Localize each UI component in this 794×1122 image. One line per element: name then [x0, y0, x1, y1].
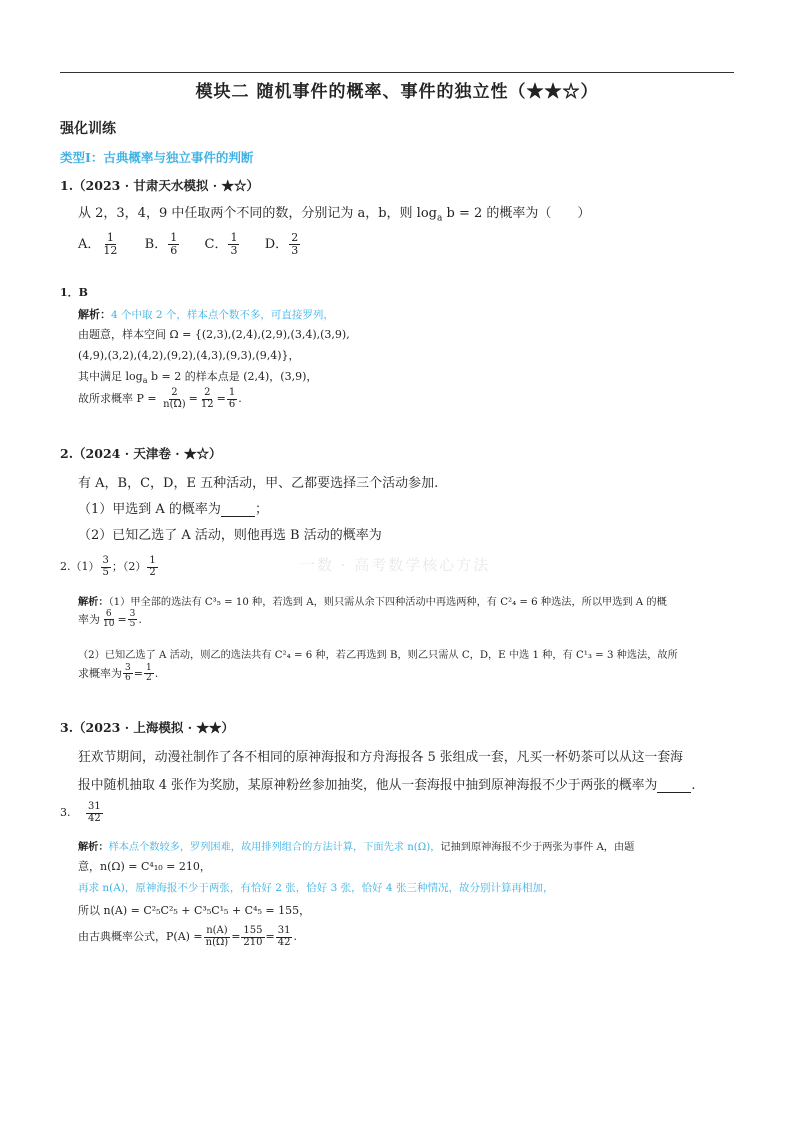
q3-stem-line1: 狂欢节期间，动漫社制作了各不相同的原神海报和方舟海报各 5 张组成一套，凡买一杯奶茶可以从这一套海	[78, 750, 683, 765]
q2-sub1: （1）甲选到 A 的概率为 ；	[78, 502, 268, 517]
header-rule	[60, 72, 734, 73]
q1-stem-text: 从 2，3，4，9 中任取两个不同的数，分别记为 a，b，则 log	[78, 206, 437, 221]
q2-line2: 率为 $\frac{6}{10}$ = $\frac{3}{5}$ .	[78, 609, 142, 630]
page-title: 模块二 随机事件的概率、事件的独立性（★★☆）	[195, 82, 599, 102]
q3-line4: 由古典概率公式，P(A) = $\frac{n(A)}{n(\Omega)}$ = $\frac{155}{210}$ = $\frac{31}{42}$ .	[78, 925, 297, 948]
section-title: 强化训练	[60, 121, 116, 137]
q3-head: 3.（2023 · 上海模拟 · ★★）	[60, 720, 234, 735]
q3-answer: 3. $\frac{31}{42}$	[60, 801, 101, 824]
q1-option-a: A． $\frac{1}{12}$	[78, 231, 118, 257]
q1-analysis-hint: 解析：4 个中取 2 个，样本点个数不多，可直接罗列，	[78, 308, 334, 321]
q1-stem	[78, 202, 590, 224]
q2-sub1-blank[interactable]	[221, 504, 255, 517]
q1-head: 1.（2023 · 甘肃天水模拟 · ★☆）	[60, 178, 259, 193]
q3-line3: 所以 n(A) = C²₅C²₅ + C³₅C¹₅ + C⁴₅ = 155，	[78, 904, 311, 917]
q2-line4: 求概率为 $\frac{3}{6}$ = $\frac{1}{2}$ .	[78, 663, 159, 684]
q1-option-d: D． $\frac{2}{3}$	[264, 231, 299, 257]
q2-sub2-blank[interactable]	[382, 530, 416, 543]
q2-line1: 解析：（1）甲全部的选法有 C³₅ = 10 种，若选到 A，则只需从余下四种活动中再选两种，有 C²₄ = 6 种选法，所以甲选到 A 的概	[78, 596, 667, 608]
q1-options	[78, 232, 301, 256]
q2-line3: （2）已知乙选了 A 活动，则乙的选法共有 C²₄ = 6 种，若乙再选到 B，则乙只需从 C，D，E 中选 1 种，有 C¹₃ = 3 种选法，故所	[78, 650, 678, 661]
q3-line1: 解析：样本点个数较多，罗列困难，故用排列组合的方法计算，下面先求 n(Ω)，记抽到原神海报不少于两张为事件 A，由题	[78, 841, 635, 853]
q3-blank[interactable]	[657, 780, 691, 793]
q1-line3: 其中满足 $\log_a b = 2$ 的样本点是 (2,4)，(3,9)，	[78, 370, 318, 386]
q1-line4: 故所求概率 P = $\frac{2}{n(\Omega)}$ = $\frac{2}{12}$ = $\frac{1}{6}$ .	[78, 387, 242, 410]
q1-option-c: C． $\frac{1}{3}$	[204, 231, 238, 257]
q2-answer: 2.（1） $\frac{3}{5}$ ；（2） $\frac{1}{2}$	[60, 555, 156, 578]
q1-line1: 由题意，样本空间 Ω = {(2,3),(2,4),(2,9),(3,4),(3,9),	[78, 328, 350, 341]
q1-option-b: B． $\frac{1}{6}$	[144, 231, 178, 257]
q1-stem-tail: b = 2 的概率为（	[442, 206, 552, 221]
q1-stem-sub: a	[437, 213, 443, 224]
q3-line2: 意，n(Ω) = C⁴₁₀ = 210，	[78, 860, 211, 873]
q2-stem: 有 A，B，C，D，E 五种活动，甲、乙都要选择三个活动参加.	[78, 476, 439, 491]
q3-hint2: 再求 n(A)，原神海报不少于两张，有恰好 2 张，恰好 3 张，恰好 4 张三种情况，故分别计算再相加，	[78, 882, 554, 894]
q1-answer: 1．B	[60, 286, 88, 299]
watermark: 一数 · 高考数学核心方法	[300, 556, 491, 574]
q2-sub2: （2）已知乙选了 A 活动，则他再选 B 活动的概率为	[78, 524, 416, 543]
q3-stem-line2: 报中随机抽取 4 张作为奖励，某原神粉丝参加抽奖，他从一套海报中抽到原神海报不少于两张的概率为 .	[78, 778, 696, 793]
q2-head: 2.（2024 · 天津卷 · ★☆）	[60, 446, 222, 461]
q1-line2: (4,9),(3,2),(4,2),(9,2),(4,3),(9,3),(9,4)}，	[78, 349, 300, 362]
category-title: 类型Ⅰ：古典概率与独立事件的判断	[60, 150, 254, 165]
q1-stem-close: ）	[577, 206, 591, 221]
